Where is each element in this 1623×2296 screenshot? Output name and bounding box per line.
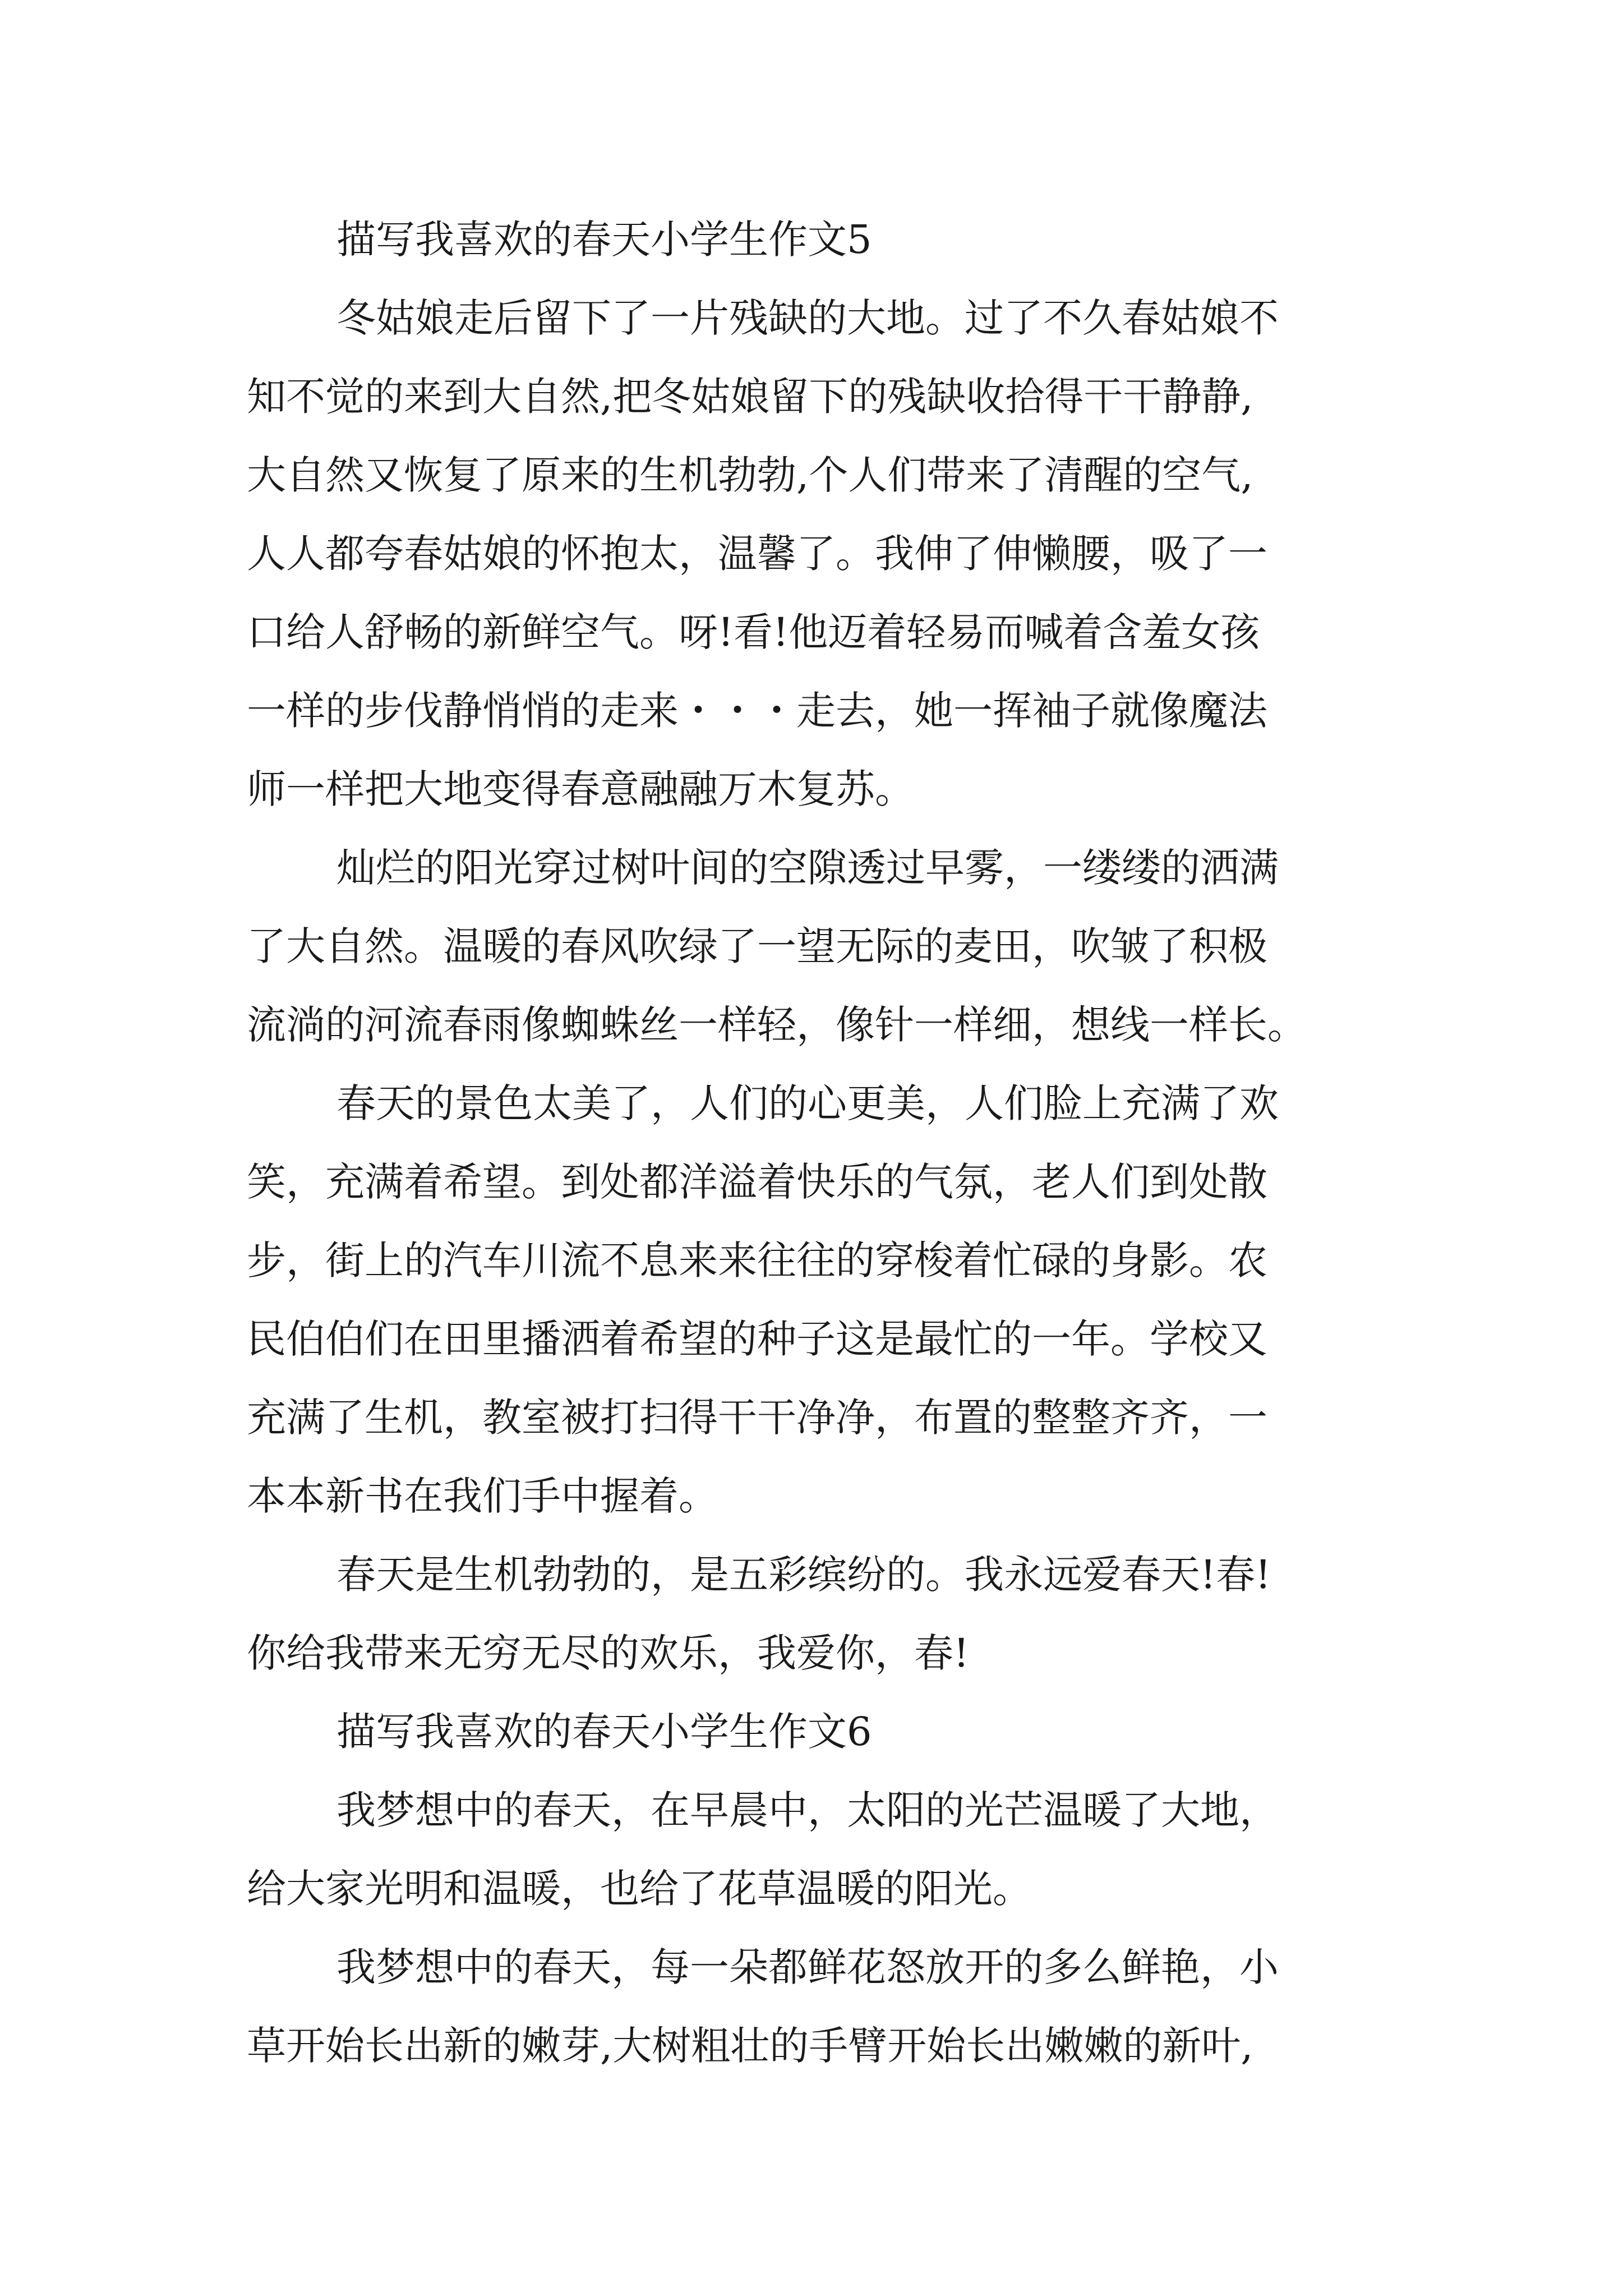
paragraph-line: 流淌的河流春雨像蜘蛛丝一样轻，像针一样细，想线一样长。 <box>247 1002 1307 1048</box>
paragraph-line: 人人都夸春姑娘的怀抱太，温馨了。我伸了伸懒腰，吸了一 <box>247 531 1267 577</box>
essay-title: 描写我喜欢的春天小学生作文5 <box>336 217 872 263</box>
paragraph-line: 草开始长出新的嫩芽,大树粗壮的手臂开始长出嫩嫩的新叶, <box>247 2023 1253 2069</box>
paragraph-line: 笑，充满着希望。到处都洋溢着快乐的气氛，老人们到处散 <box>247 1159 1267 1205</box>
paragraph-line: 春天是生机勃勃的，是五彩缤纷的。我永远爱春天!春! <box>336 1552 1271 1598</box>
paragraph-line: 大自然又恢复了原来的生机勃勃,个人们带来了清醒的空气, <box>247 452 1253 498</box>
paragraph-line: 我梦想中的春天，在早晨中，太阳的光芒温暖了大地， <box>336 1787 1279 1833</box>
paragraph-line: 春天的景色太美了，人们的心更美，人们脸上充满了欢 <box>336 1080 1279 1126</box>
paragraph-line: 给大家光明和温暖，也给了花草温暖的阳光。 <box>247 1866 1032 1912</box>
paragraph-line: 我梦想中的春天，每一朵都鲜花怒放开的多么鲜艳，小 <box>336 1944 1279 1990</box>
paragraph-line: 本本新书在我们手中握着。 <box>247 1473 718 1519</box>
paragraph-line: 冬姑娘走后留下了一片残缺的大地。过了不久春姑娘不 <box>336 295 1279 341</box>
paragraph-line: 步，街上的汽车川流不息来来往往的穿梭着忙碌的身影。农 <box>247 1237 1267 1283</box>
paragraph-line: 一样的步伐静悄悄的走来・・・走去，她一挥袖子就像魔法 <box>247 688 1267 734</box>
paragraph-line: 口给人舒畅的新鲜空气。呀!看!他迈着轻易而喊着含羞女孩 <box>247 609 1260 655</box>
paragraph-line: 充满了生机，教室被打扫得干干净净，布置的整整齐齐，一 <box>247 1395 1267 1441</box>
essay-title: 描写我喜欢的春天小学生作文6 <box>336 1709 872 1755</box>
paragraph-line: 师一样把大地变得春意融融万木复苏。 <box>247 766 914 812</box>
paragraph-line: 你给我带来无穷无尽的欢乐，我爱你，春! <box>247 1630 970 1676</box>
paragraph-line: 知不觉的来到大自然,把冬姑娘留下的残缺收拾得干干静静, <box>247 374 1253 420</box>
paragraph-line: 民伯伯们在田里播洒着希望的种子这是最忙的一年。学校又 <box>247 1316 1267 1362</box>
paragraph-line: 灿烂的阳光穿过树叶间的空隙透过早雾，一缕缕的洒满 <box>336 845 1279 891</box>
paragraph-line: 了大自然。温暖的春风吹绿了一望无际的麦田，吹皱了积极 <box>247 923 1267 969</box>
